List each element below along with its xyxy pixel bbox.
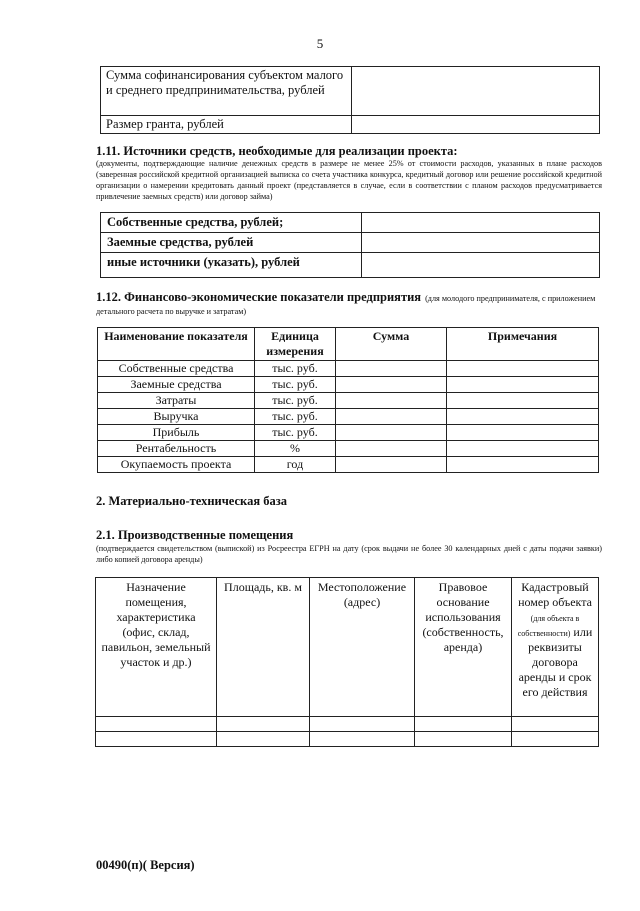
- indicator-amount[interactable]: [336, 457, 447, 473]
- section-2-1-note: (подтверждается свидетельством (выпиской) из Росреестра ЕГРН на дату (срок выдачи не более 30 календарных дней с даты подачи заявки) либо копией договора аренды): [96, 544, 602, 564]
- own-funds-value[interactable]: [362, 213, 600, 233]
- indicator-note[interactable]: [447, 409, 599, 425]
- section-1-12-title: [96, 291, 602, 317]
- column-header: Единица измерения: [255, 328, 336, 361]
- section-1-11-note: (документы, подтверждающие наличие денежных средств в размере не менее 25% от стоимости расходов, указанных в плане расходов (заверенная российской кредитной организацией выписка со счета участника конкурса, кредитный договор или решение российской кредитной организации о намерении кредитовать данный проект (представляется в случае, если в соответствии с планом расходов предусматривается привлечение заемных средств) или договор займа): [96, 159, 602, 201]
- financial-indicators-table: [97, 327, 599, 473]
- indicator-name: Прибыль: [98, 425, 255, 441]
- table-row: [98, 361, 599, 377]
- indicator-amount[interactable]: [336, 425, 447, 441]
- indicator-amount[interactable]: [336, 409, 447, 425]
- column-header: [512, 578, 599, 717]
- indicator-unit: %: [255, 441, 336, 457]
- indicator-amount[interactable]: [336, 393, 447, 409]
- indicator-unit: тыс. руб.: [255, 377, 336, 393]
- section-1-12-note: (для молодого предпринимателя, с приложением детального расчета по выручке и затратам): [96, 294, 596, 316]
- section-1-11-heading: 1.11. Источники средств, необходимые для реализации проекта:: [96, 144, 458, 158]
- page-number: 5: [316, 36, 324, 51]
- indicator-note[interactable]: [447, 457, 599, 473]
- document-version-code: 00490(п)( Версия): [96, 858, 195, 872]
- indicator-name: Окупаемость проекта: [98, 457, 255, 473]
- table-row: [98, 425, 599, 441]
- table-row: [101, 67, 600, 116]
- table-cell[interactable]: [217, 732, 310, 747]
- column-header: Примечания: [447, 328, 599, 361]
- indicator-name: Заемные средства: [98, 377, 255, 393]
- funding-sources-table: [100, 212, 600, 278]
- cofinancing-table: [100, 66, 600, 134]
- indicator-note[interactable]: [447, 361, 599, 377]
- section-2-heading: 2. Материально-техническая база: [96, 494, 287, 508]
- column-header: Правовое основание использования (собственность, аренда): [415, 578, 512, 717]
- indicator-unit: тыс. руб.: [255, 409, 336, 425]
- table-row: [98, 377, 599, 393]
- indicator-name: Рентабельность: [98, 441, 255, 457]
- indicator-name: Выручка: [98, 409, 255, 425]
- indicator-note[interactable]: [447, 441, 599, 457]
- section-1-12-heading: 1.12. Финансово-экономические показатели предприятия: [96, 290, 422, 304]
- table-cell[interactable]: [96, 717, 217, 732]
- indicator-note[interactable]: [447, 425, 599, 441]
- column-header: Площадь, кв. м: [217, 578, 310, 717]
- indicator-unit: год: [255, 457, 336, 473]
- table-row: [98, 393, 599, 409]
- table-header-row: [98, 328, 599, 361]
- table-row: [96, 717, 599, 732]
- grant-label: Размер гранта, рублей: [101, 116, 352, 134]
- table-row: [101, 253, 600, 278]
- table-cell[interactable]: [310, 717, 415, 732]
- table-row: [98, 441, 599, 457]
- indicator-name: Затраты: [98, 393, 255, 409]
- table-cell[interactable]: [415, 717, 512, 732]
- cofinancing-label: Сумма софинансирования субъектом малого и среднего предпринимательства, рублей: [101, 67, 352, 116]
- indicator-unit: тыс. руб.: [255, 425, 336, 441]
- table-row: [96, 732, 599, 747]
- table-cell[interactable]: [415, 732, 512, 747]
- indicator-name: Собственные средства: [98, 361, 255, 377]
- column-header: Местоположение (адрес): [310, 578, 415, 717]
- indicator-unit: тыс. руб.: [255, 393, 336, 409]
- table-cell[interactable]: [217, 717, 310, 732]
- table-row: [101, 213, 600, 233]
- premises-table: [95, 577, 599, 747]
- indicator-amount[interactable]: [336, 377, 447, 393]
- table-row: [98, 409, 599, 425]
- indicator-amount[interactable]: [336, 361, 447, 377]
- table-row: [98, 457, 599, 473]
- table-header-row: [96, 578, 599, 717]
- table-cell[interactable]: [512, 717, 599, 732]
- grant-value[interactable]: [352, 116, 600, 134]
- other-sources-value[interactable]: [362, 253, 600, 278]
- borrowed-funds-label: Заемные средства, рублей: [101, 233, 362, 253]
- table-cell[interactable]: [512, 732, 599, 747]
- indicator-amount[interactable]: [336, 441, 447, 457]
- table-cell[interactable]: [96, 732, 217, 747]
- column-header: Назначение помещения, характеристика (офис, склад, павильон, земельный участок и др.): [96, 578, 217, 717]
- own-funds-label: Собственные средства, рублей;: [101, 213, 362, 233]
- borrowed-funds-value[interactable]: [362, 233, 600, 253]
- col5-text-a: Кадастровый номер объекта: [518, 580, 592, 609]
- indicator-note[interactable]: [447, 393, 599, 409]
- table-row: [101, 116, 600, 134]
- column-header: Наименование показателя: [98, 328, 255, 361]
- table-cell[interactable]: [310, 732, 415, 747]
- cofinancing-value[interactable]: [352, 67, 600, 116]
- table-row: [101, 233, 600, 253]
- col5-text-b: или реквизиты договора аренды и срок его действия: [518, 625, 593, 699]
- col5-text-small: (для объекта в собственности): [517, 614, 580, 638]
- indicator-unit: тыс. руб.: [255, 361, 336, 377]
- other-sources-label: иные источники (указать), рублей: [101, 253, 362, 278]
- section-2-1-heading: 2.1. Производственные помещения: [96, 528, 294, 542]
- column-header: Сумма: [336, 328, 447, 361]
- indicator-note[interactable]: [447, 377, 599, 393]
